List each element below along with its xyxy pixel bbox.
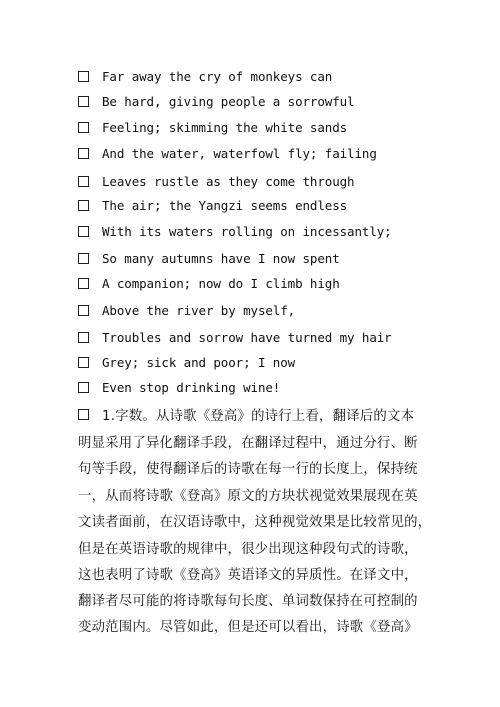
poem-line-text: Above the river by myself,	[102, 302, 296, 318]
poem-line-text: Troubles and sorrow have turned my hair	[102, 329, 392, 345]
checkbox-icon[interactable]	[78, 122, 89, 133]
checkbox-icon[interactable]	[78, 332, 89, 343]
checkbox-icon[interactable]	[78, 200, 89, 211]
paragraph-line	[78, 589, 418, 609]
poem-line	[78, 327, 392, 347]
paragraph-line	[78, 537, 418, 557]
poem-line	[78, 143, 377, 163]
checkbox-icon[interactable]	[78, 226, 89, 237]
checkbox-icon[interactable]	[78, 305, 89, 316]
poem-line	[78, 248, 340, 268]
checkbox-icon[interactable]	[78, 278, 89, 289]
poem-line-text: Leaves rustle as they come through	[102, 173, 355, 189]
poem-line	[78, 352, 295, 372]
paragraph-line-text: 变动范围内。尽管如此，但是还可以看出，诗歌《登高》	[78, 619, 418, 635]
poem-line-text: So many autumns have I now spent	[102, 250, 340, 266]
paragraph-line-text: 翻译者尽可能的将诗歌每句长度、单词数保持在可控制的	[78, 593, 418, 609]
poem-line	[78, 300, 295, 320]
poem-line-text: The air; the Yangzi seems endless	[102, 197, 348, 213]
paragraph-line-text: 句等手段，使得翻译后的诗歌在每一行的长度上，保持统	[78, 461, 418, 477]
paragraph-line	[78, 563, 418, 583]
paragraph-first-line	[78, 404, 414, 424]
paragraph-line	[78, 510, 431, 530]
poem-line	[78, 273, 340, 293]
poem-line	[78, 195, 347, 215]
poem-line	[78, 91, 354, 111]
checkbox-icon[interactable]	[78, 253, 89, 264]
paragraph-line	[78, 431, 418, 451]
checkbox-icon[interactable]	[78, 357, 89, 368]
poem-line-text: Even stop drinking wine!	[102, 379, 281, 395]
paragraph-line-text: 1.字数。从诗歌《登高》的诗行上看，翻译后的文本	[102, 408, 415, 424]
poem-line	[78, 117, 347, 137]
poem-line-text: And the water, waterfowl fly; failing	[102, 145, 377, 161]
checkbox-icon[interactable]	[78, 409, 89, 420]
poem-line	[78, 66, 332, 86]
paragraph-line	[78, 484, 418, 504]
poem-line	[78, 221, 392, 241]
checkbox-icon[interactable]	[78, 71, 89, 82]
paragraph-line-text: 一，从而将诗歌《登高》原文的方块状视觉效果展现在英	[78, 488, 418, 504]
paragraph-line-text: 但是在英语诗歌的规律中，很少出现这种段句式的诗歌，	[78, 541, 418, 557]
checkbox-icon[interactable]	[78, 148, 89, 159]
poem-line-text: Be hard, giving people a sorrowful	[102, 93, 355, 109]
poem-line	[78, 377, 280, 397]
paragraph-line-text: 这也表明了诗歌《登高》英语译文的异质性。在译文中，	[78, 567, 418, 583]
paragraph-line	[78, 457, 418, 477]
paragraph-line-text: 明显采用了异化翻译手段，在翻译过程中，通过分行、断	[78, 435, 418, 451]
poem-line-text: With its waters rolling on incessantly;	[102, 223, 392, 239]
poem-line-text: Feeling; skimming the white sands	[102, 119, 348, 135]
poem-line-text: A companion; now do I climb high	[102, 275, 340, 291]
paragraph-line-text: 文读者面前，在汉语诗歌中，这种视觉效果是比较常见的，	[78, 514, 432, 530]
poem-line-text: Grey; sick and poor; I now	[102, 354, 296, 370]
checkbox-icon[interactable]	[78, 176, 89, 187]
poem-line-text: Far away the cry of monkeys can	[102, 68, 333, 84]
paragraph-line	[78, 615, 418, 635]
checkbox-icon[interactable]	[78, 96, 89, 107]
poem-line	[78, 171, 354, 191]
checkbox-icon[interactable]	[78, 382, 89, 393]
